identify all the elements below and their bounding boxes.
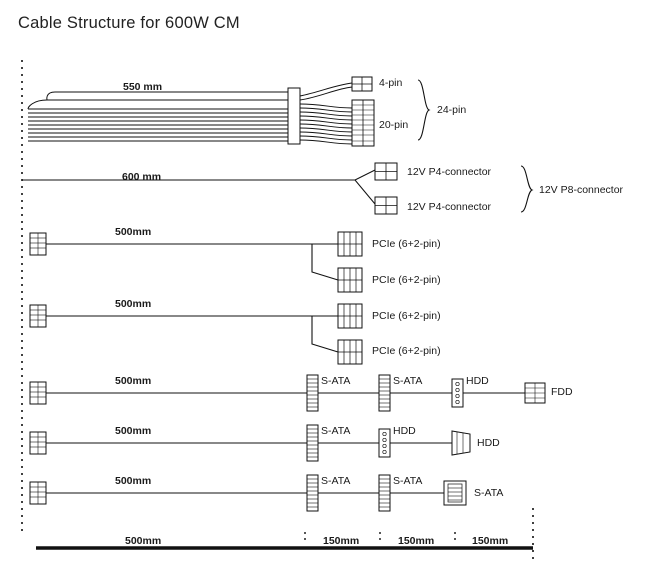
- connector-pcie-2b: [338, 340, 362, 364]
- connector-psu-plug-per-1: [30, 382, 46, 404]
- connector-label-sata-1a: S-ATA: [321, 375, 351, 387]
- length-label-eps: 600 mm: [122, 171, 162, 183]
- connector-label-pcie-2b: PCIe (6+2-pin): [372, 345, 441, 357]
- group-atx: [28, 77, 429, 146]
- fanout-wire: [300, 140, 352, 144]
- connector-label-hdd-2b: HDD: [477, 437, 500, 449]
- connector-label-12v-p4-b: 12V P4-connector: [407, 201, 492, 213]
- wire-branch: [312, 244, 338, 280]
- fanout-wire: [300, 112, 352, 116]
- brace-12v-p8: [521, 166, 532, 212]
- cable-sleeve: [288, 88, 300, 144]
- connector-label-sata-3a: S-ATA: [321, 475, 351, 487]
- connector-sata-3a: [307, 475, 318, 511]
- connector-hdd-2a: [379, 429, 390, 457]
- connector-hdd-1: [452, 379, 463, 407]
- connector-pcie-1b: [338, 268, 362, 292]
- brace-label-12v-p8: 12V P8-connector: [539, 184, 624, 196]
- page-title: Cable Structure for 600W CM: [18, 14, 240, 32]
- fanout-wire: [300, 124, 352, 128]
- brace-24-pin: [418, 80, 429, 140]
- connector-4-pin: [352, 77, 372, 91]
- scale-label-0: 500mm: [125, 535, 162, 547]
- connector-12v-p4-b: [375, 197, 397, 214]
- length-label-peripheral-3: 500mm: [115, 475, 152, 487]
- fanout-wire: [300, 132, 352, 136]
- connector-sata-1a: [307, 375, 318, 411]
- connector-sata-3c: [444, 481, 466, 505]
- scale-label-2: 150mm: [398, 535, 435, 547]
- scale-bar: [36, 532, 533, 548]
- connector-label-pcie-1a: PCIe (6+2-pin): [372, 238, 441, 250]
- connector-label-hdd-1: HDD: [466, 375, 489, 387]
- connector-psu-plug-pcie-1: [30, 233, 46, 255]
- connector-label-sata-1b: S-ATA: [393, 375, 423, 387]
- length-label-pcie-1: 500mm: [115, 226, 152, 238]
- connector-20-pin: [352, 100, 374, 146]
- wire-branch: [312, 316, 338, 352]
- connector-label-20-pin: 20-pin: [379, 119, 409, 131]
- connector-pcie-2a: [338, 304, 362, 328]
- fanout-wire: [300, 116, 352, 120]
- brace-label-24-pin: 24-pin: [437, 104, 467, 116]
- connector-psu-plug-per-3: [30, 482, 46, 504]
- connector-label-sata-3b: S-ATA: [393, 475, 423, 487]
- connector-hdd-2b: [452, 431, 470, 455]
- connector-label-hdd-2a: HDD: [393, 425, 416, 437]
- connector-sata-3b: [379, 475, 390, 511]
- fanout-wire: [300, 104, 352, 108]
- fanout-wire: [300, 128, 352, 132]
- length-label-peripheral-1: 500mm: [115, 375, 152, 387]
- length-label-pcie-2: 500mm: [115, 298, 152, 310]
- connector-label-fdd-1: FDD: [551, 386, 573, 398]
- fanout-wire: [300, 83, 352, 96]
- connector-label-sata-2a: S-ATA: [321, 425, 351, 437]
- connector-12v-p4-a: [375, 163, 397, 180]
- connector-pcie-1a: [338, 232, 362, 256]
- connector-label-12v-p4-a: 12V P4-connector: [407, 166, 492, 178]
- length-label-peripheral-2: 500mm: [115, 425, 152, 437]
- connector-sata-1b: [379, 375, 390, 411]
- scale-label-3: 150mm: [472, 535, 509, 547]
- connector-psu-plug-per-2: [30, 432, 46, 454]
- connector-label-4-pin: 4-pin: [379, 77, 403, 89]
- fanout-wire: [300, 136, 352, 140]
- connector-label-sata-3c: S-ATA: [474, 487, 504, 499]
- connector-sata-2a: [307, 425, 318, 461]
- connector-fdd-1: [525, 383, 545, 403]
- connector-label-pcie-1b: PCIe (6+2-pin): [372, 274, 441, 286]
- fanout-wire: [355, 180, 375, 204]
- scale-label-1: 150mm: [323, 535, 360, 547]
- group-pcie-2: [30, 304, 362, 364]
- group-pcie-1: [30, 232, 362, 292]
- wire-bend: [28, 100, 47, 109]
- fanout-wire: [300, 120, 352, 124]
- connector-label-pcie-2a: PCIe (6+2-pin): [372, 310, 441, 322]
- wire-bend: [47, 92, 55, 100]
- length-label-atx: 550 mm: [123, 81, 163, 93]
- fanout-wire: [300, 108, 352, 112]
- fanout-wire: [355, 170, 375, 180]
- connector-psu-plug-pcie-2: [30, 305, 46, 327]
